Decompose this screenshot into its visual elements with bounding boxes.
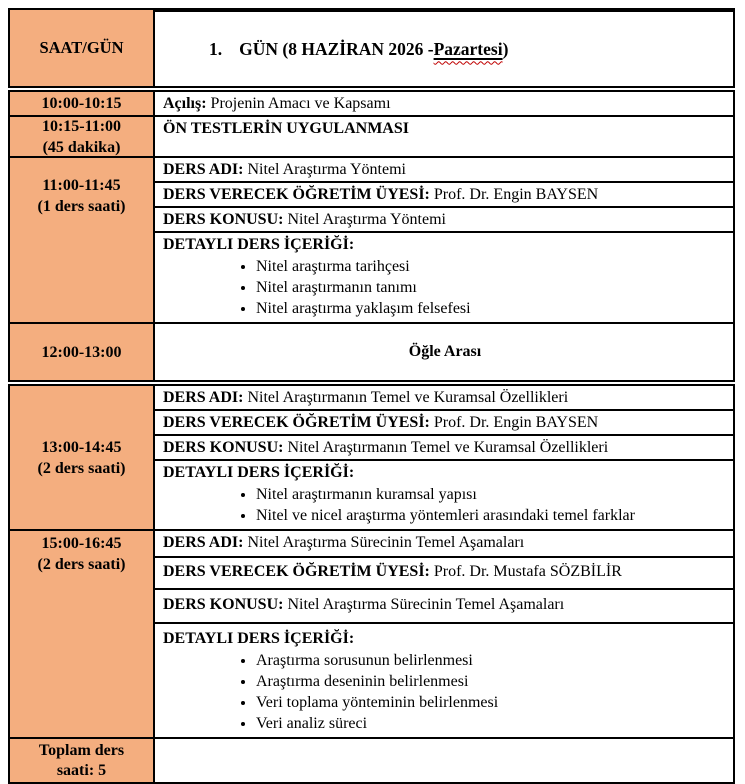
bullet-item: • Nitel araştırma tarihçesi <box>256 256 727 277</box>
instructor-value: Prof. Dr. Engin BAYSEN <box>433 414 599 431</box>
time-cell-block-2 <box>10 386 155 529</box>
total-hours-cell <box>10 739 155 782</box>
bullet-item: • Nitel araştırmanın tanımı <box>256 277 727 298</box>
day-title-underlined-wrap <box>434 39 503 59</box>
course-name-row <box>155 158 733 181</box>
topic-label: DERS KONUSU: <box>163 211 284 228</box>
lesson-block-3 <box>10 529 733 737</box>
instructor-label: DERS VERECEK ÖĞRETİM ÜYESİ: <box>163 186 430 203</box>
day-title-post: ) <box>502 38 509 59</box>
time-duration-label: (2 ders saati) <box>37 556 126 573</box>
schedule-header-band <box>8 8 735 88</box>
bullet-item: • Nitel araştırmanın kuramsal yapısı <box>256 484 727 505</box>
day-title <box>239 39 508 60</box>
lesson-block-2 <box>10 386 733 529</box>
topic-value: Nitel Araştırma Yöntemi <box>287 211 446 228</box>
total-hours-text: Toplam ders saati: 5 <box>38 741 125 779</box>
bullet-item: • Veri toplama yönteminin belirlenmesi <box>256 692 727 713</box>
course-name-label: DERS ADI: <box>163 389 244 406</box>
time-duration-label: (1 ders saati) <box>37 198 126 215</box>
time-label: 10:15-11:00 <box>41 117 122 135</box>
header-time-column-label: SAAT/GÜN <box>39 38 124 57</box>
course-name-label: DERS ADI: <box>163 534 244 551</box>
course-name-row <box>155 531 733 556</box>
instructor-row <box>155 409 733 434</box>
opening-content-cell <box>155 92 733 115</box>
course-name-label: DERS ADI: <box>163 161 244 178</box>
total-empty-cell <box>155 739 733 782</box>
details-row <box>155 231 733 322</box>
course-name-value: Nitel Araştırma Yöntemi <box>247 161 406 178</box>
time-duration-label: (45 dakika) <box>42 138 121 156</box>
time-cell-block-3 <box>10 531 155 737</box>
topic-row <box>155 588 733 622</box>
time-duration-label: (2 ders saati) <box>37 459 126 477</box>
time-cell-opening <box>10 92 155 115</box>
opening-text: Projenin Amacı ve Kapsamı <box>210 95 391 112</box>
instructor-value: Prof. Dr. Mustafa SÖZBİLİR <box>433 563 622 580</box>
time-label: 10:00-10:15 <box>41 95 122 112</box>
topic-label: DERS KONUSU: <box>163 439 284 456</box>
topic-label: DERS KONUSU: <box>163 596 284 613</box>
pretest-text: ÖN TESTLERİN UYGULANMASI <box>163 120 409 137</box>
time-label: 11:00-11:45 <box>42 177 121 194</box>
details-label: DETAYLI DERS İÇERİĞİ: <box>163 236 355 253</box>
row-lunch <box>10 322 733 380</box>
details-bullet-list <box>163 650 727 734</box>
row-total <box>10 737 733 782</box>
lesson-block-3-rows <box>155 531 733 737</box>
bullet-item: • Araştırma deseninin belirlenmesi <box>256 671 727 692</box>
bullet-item: • Nitel ve nicel araştırma yöntemleri arasındaki temel farklar <box>256 505 727 526</box>
opening-label: Açılış: <box>163 95 207 112</box>
bullet-item: • Nitel araştırma yaklaşım felsefesi <box>256 298 727 319</box>
time-cell-pretest <box>10 117 155 156</box>
instructor-label: DERS VERECEK ÖĞRETİM ÜYESİ: <box>163 563 430 580</box>
topic-value: Nitel Araştırma Sürecinin Temel Aşamaları <box>287 596 565 613</box>
details-row <box>155 459 733 529</box>
lunch-content-cell <box>155 324 733 380</box>
course-name-value: Nitel Araştırma Sürecinin Temel Aşamaları <box>247 534 525 551</box>
instructor-row <box>155 181 733 206</box>
day-title-pre: GÜN (8 HAZİRAN 2026 - <box>239 38 434 59</box>
lunch-text: Öğle Arası <box>408 343 482 360</box>
bullet-item: • Veri analiz süreci <box>256 713 727 734</box>
topic-value: Nitel Araştırmanın Temel ve Kuramsal Özellikleri <box>287 439 609 456</box>
course-name-value: Nitel Araştırmanın Temel ve Kuramsal Özellikleri <box>247 389 569 406</box>
day-title-underlined: Pazartesi <box>433 38 503 59</box>
schedule-body-band-1 <box>8 90 735 382</box>
topic-row <box>155 434 733 459</box>
lesson-block-1 <box>10 156 733 322</box>
time-label: 12:00-13:00 <box>41 343 122 361</box>
instructor-label: DERS VERECEK ÖĞRETİM ÜYESİ: <box>163 414 430 431</box>
header-time-column-cell <box>10 10 155 86</box>
time-cell-lunch <box>10 324 155 380</box>
header-day-cell <box>155 10 733 86</box>
time-label: 15:00-16:45 <box>41 535 122 552</box>
details-row <box>155 622 733 737</box>
lesson-block-1-rows <box>155 158 733 322</box>
row-opening <box>10 92 733 115</box>
course-name-row <box>155 386 733 409</box>
instructor-value: Prof. Dr. Engin BAYSEN <box>433 186 599 203</box>
topic-row <box>155 206 733 231</box>
details-bullet-list <box>163 256 727 319</box>
pretest-content-cell <box>155 117 733 156</box>
details-bullet-list <box>163 484 727 526</box>
instructor-row <box>155 556 733 588</box>
day-number: 1. <box>209 38 223 59</box>
time-label: 13:00-14:45 <box>41 438 122 456</box>
details-label: DETAYLI DERS İÇERİĞİ: <box>163 630 355 647</box>
details-label: DETAYLI DERS İÇERİĞİ: <box>163 464 355 481</box>
bullet-item: • Araştırma sorusunun belirlenmesi <box>256 650 727 671</box>
time-cell-block-1 <box>10 158 155 322</box>
row-pretest <box>10 115 733 156</box>
schedule-body-band-2 <box>8 384 735 784</box>
lesson-block-2-rows <box>155 386 733 529</box>
